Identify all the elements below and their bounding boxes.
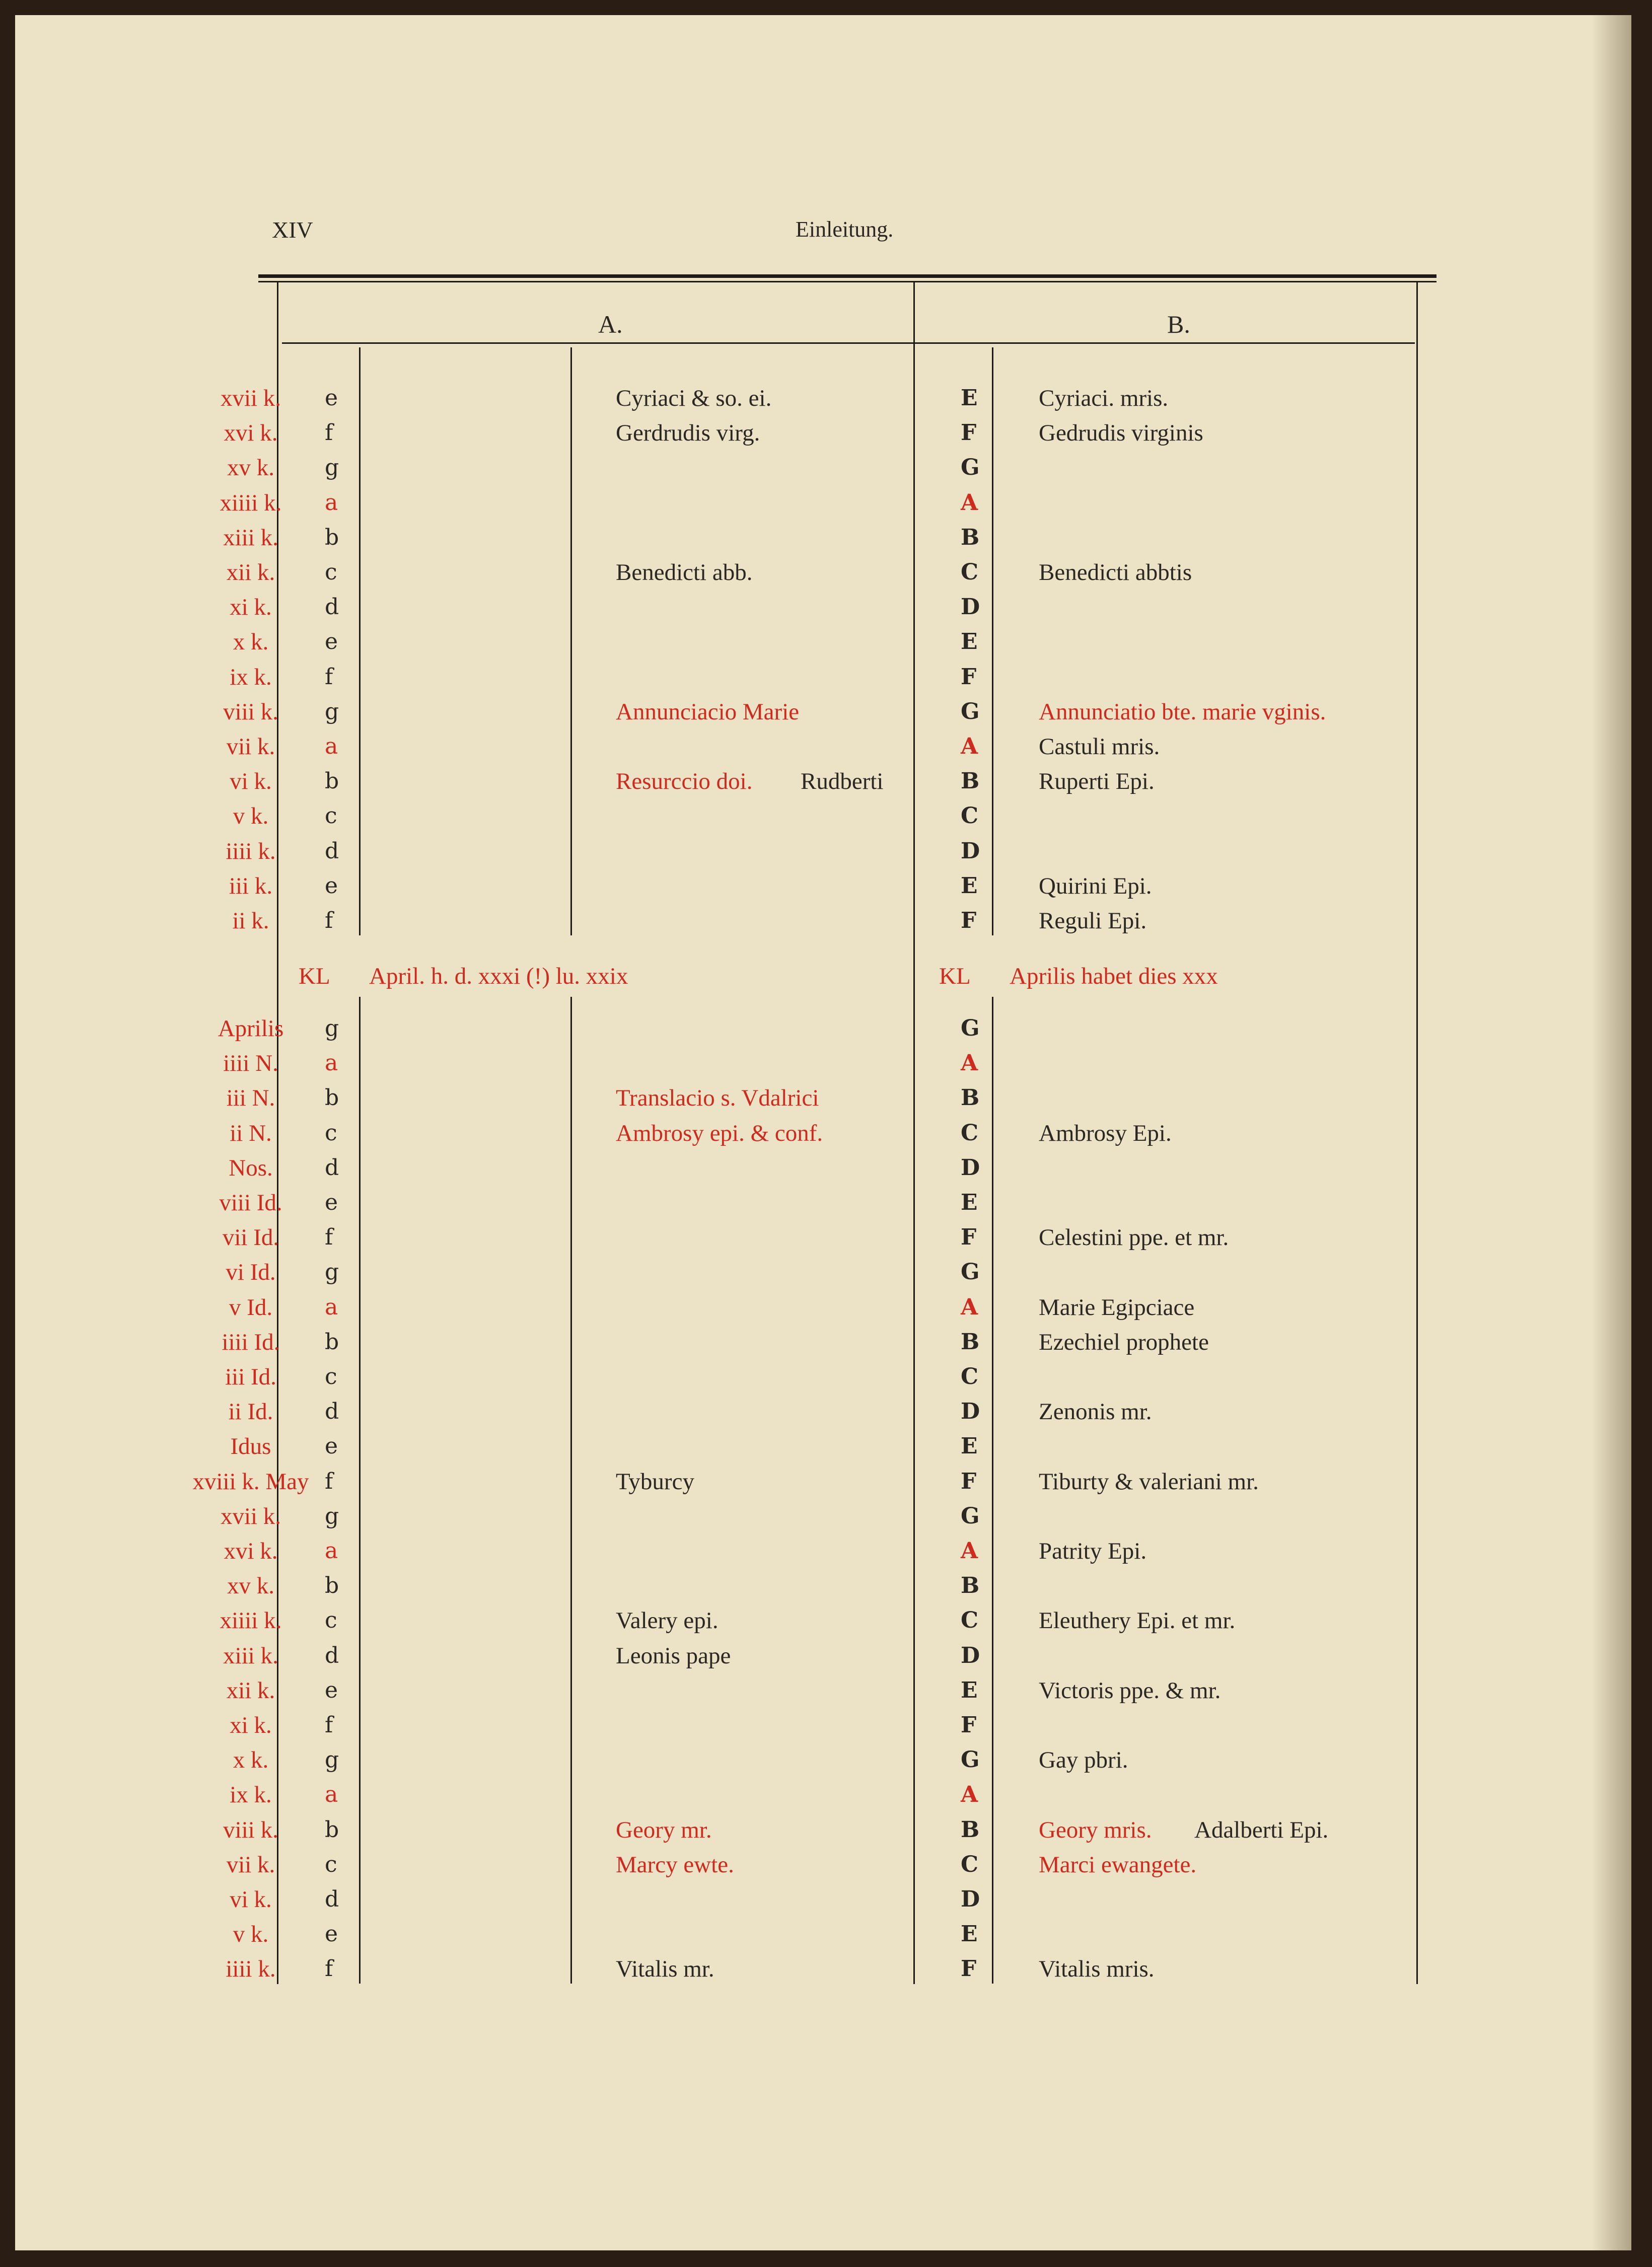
dominical-letter-b: F [961,908,977,933]
dominical-letter-a: a [325,1538,338,1564]
feast-entry-a: Gerdrudis virg. [616,420,760,447]
calendar-date: xiiii k. [220,1607,282,1634]
dominical-letter-b: B [961,768,980,794]
dominical-letter-a: d [325,594,339,620]
dominical-letter-b: B [961,1085,980,1111]
dominical-letter-b: C [961,1364,979,1390]
table-top-rule-thin [258,281,1436,282]
dominical-letter-b: F [961,664,977,690]
calendar-date: viii Id. [219,1190,282,1216]
running-title: Einleitung. [796,217,894,242]
feast-entry-a: Resurccio doi. [616,768,753,795]
dominical-letter-b: A [961,1050,978,1076]
feast-entry-a: Cyriaci & so. ei. [616,385,772,411]
dominical-letter-b: C [961,803,979,829]
feast-entry-a-secondary: Rudberti [801,768,884,795]
feast-entry-a: Ambrosy epi. & conf. [616,1120,823,1146]
dominical-letter-a: e [325,1190,338,1215]
dominical-letter-b: E [961,1190,978,1215]
calendar-date: iii k. [229,872,273,899]
dominical-letter-a: a [325,734,338,759]
calendar-date: iii Id. [225,1364,276,1390]
calendar-date: xvi k. [224,1538,278,1564]
calendar-date: iii N. [226,1085,275,1112]
table-center-divider [913,282,915,1984]
calendar-date: xvii k. [220,385,281,411]
calendar-date: xii k. [226,559,275,586]
dominical-letter-a: b [325,1085,339,1111]
dominical-letter-b: A [961,489,978,516]
calendar-date: vii k. [226,1851,275,1878]
calendar-date: vi k. [230,1886,272,1913]
feast-entry-a: Geory mr. [616,1816,712,1843]
feast-entry-b: Ezechiel prophete [1039,1329,1209,1355]
dominical-letter-b: E [961,1677,978,1703]
dominical-letter-b: E [961,629,978,655]
dominical-letter-a: f [325,1712,333,1738]
feast-entry-b: Castuli mris. [1039,734,1160,760]
calendar-date: v k. [233,1921,269,1948]
feast-entry-b: Cyriaci. mris. [1039,385,1169,411]
feast-entry-b: Ruperti Epi. [1039,768,1155,795]
dominical-letter-b: A [961,734,978,759]
dominical-letter-a: d [325,1154,339,1181]
dominical-letter-a: b [325,1816,339,1843]
dominical-letter-b: C [961,1120,979,1146]
dominical-letter-b: C [961,1851,979,1877]
calendar-date: xiiii k. [220,489,282,516]
page-shadow [1591,15,1631,2250]
feast-entry-a: Benedicti abb. [616,559,753,586]
column-a-heading: A. [598,310,623,338]
dominical-letter-a: d [325,1642,339,1668]
dominical-letter-b: D [961,838,980,864]
dominical-letter-a: a [325,1782,338,1808]
dominical-letter-b: G [961,1747,980,1773]
feast-entry-a: Vitalis mr. [616,1956,714,1983]
feast-entry-b-secondary: Adalberti Epi. [1194,1816,1329,1843]
calendar-date: viii k. [223,1816,278,1843]
feast-entry-b: Zenonis mr. [1039,1399,1152,1425]
dominical-letter-a: d [325,1399,339,1425]
calendar-date: xv k. [227,1573,274,1599]
feast-entry-b: Gedrudis virginis [1039,420,1203,447]
dominical-letter-b: B [961,524,980,550]
dominical-letter-b: F [961,1712,977,1738]
b-letter-divider [992,347,993,935]
calendar-date: xvi k. [224,420,278,447]
calendar-date: x k. [233,1747,269,1774]
feast-entry-a: Translacio s. Vdalrici [616,1085,819,1112]
dominical-letter-a: e [325,629,338,655]
calendar-date: xviii k. May [192,1468,309,1495]
calendar-date: v Id. [229,1294,273,1321]
feast-entry-b: Victoris ppe. & mr. [1039,1677,1221,1704]
dominical-letter-a: c [325,1851,337,1877]
feast-entry-b: Marci ewangete. [1039,1851,1197,1878]
dominical-letter-b: E [961,872,978,899]
dominical-letter-b: D [961,1886,980,1912]
b-letter-divider-2 [992,997,993,1984]
dominical-letter-a: f [325,908,333,933]
feast-entry-b: Annunciatio bte. marie vginis. [1039,698,1326,725]
dominical-letter-a: a [325,489,338,516]
dominical-letter-b: B [961,1573,980,1599]
feast-entry-b: Vitalis mris. [1039,1956,1155,1983]
dominical-letter-a: g [325,1747,339,1773]
calendar-date: xi k. [230,1712,272,1738]
dominical-letter-b: D [961,1154,980,1181]
feast-entry-b: Patrity Epi. [1039,1538,1147,1564]
kl-marker-a: KL [299,963,330,989]
dominical-letter-b: G [961,1015,980,1041]
dominical-letter-a: e [325,385,338,411]
dominical-letter-a: b [325,524,339,550]
calendar-date: vii Id. [222,1224,279,1251]
table-top-rule [258,274,1436,278]
dominical-letter-a: e [325,872,338,899]
dominical-letter-a: f [325,420,333,446]
dominical-letter-a: e [325,1677,338,1703]
a-entry-divider [570,347,572,935]
feast-entry-b: Reguli Epi. [1039,908,1147,934]
column-b-heading: B. [1167,310,1190,338]
dominical-letter-a: e [325,1433,338,1459]
dominical-letter-a: d [325,1886,339,1912]
dominical-letter-a: f [325,1468,333,1494]
dominical-letter-a: c [325,803,337,829]
table-right-border [1416,282,1418,1984]
dominical-letter-b: E [961,385,978,411]
dominical-letter-a: c [325,1120,337,1146]
calendar-date: xi k. [230,594,272,621]
calendar-date: v k. [233,803,269,830]
feast-entry-b: Tiburty & valeriani mr. [1039,1468,1259,1495]
feast-entry-a: Annunciacio Marie [616,698,800,725]
calendar-date: xii k. [226,1677,275,1704]
dominical-letter-a: c [325,1364,337,1390]
dominical-letter-a: a [325,1050,338,1076]
dominical-letter-b: B [961,1816,980,1843]
kl-marker-b: KL [939,963,971,989]
calendar-date: vi k. [230,768,272,795]
dominical-letter-a: f [325,664,333,690]
calendar-date: ii k. [232,908,269,934]
dominical-letter-a: b [325,1329,339,1355]
dominical-letter-b: A [961,1782,978,1808]
dominical-letter-a: g [325,698,339,724]
calendar-date: iiii k. [226,1956,276,1983]
feast-entry-b: Benedicti abbtis [1039,559,1192,586]
dominical-letter-b: F [961,1468,977,1494]
kl-heading-a [369,962,628,990]
dominical-letter-a: f [325,1956,333,1982]
calendar-date: ii N. [230,1120,272,1146]
feast-entry-b: Marie Egipciace [1039,1294,1195,1321]
kl-heading-a-text: April. h. d. xxxi (!) lu. xxix [369,963,628,989]
calendar-date: xvii k. [220,1503,281,1529]
dominical-letter-b: F [961,1224,977,1251]
dominical-letter-b: A [961,1294,978,1320]
dominical-letter-b: C [961,559,979,585]
header-underline [282,342,1415,344]
dominical-letter-a: b [325,1573,339,1599]
calendar-date: Aprilis [218,1015,284,1042]
dominical-letter-b: E [961,1433,978,1459]
feast-entry-b: Quirini Epi. [1039,872,1152,899]
dominical-letter-b: G [961,698,980,724]
dominical-letter-a: b [325,768,339,794]
dominical-letter-a: c [325,559,337,585]
calendar-date: Idus [230,1433,271,1460]
kl-heading-b: Aprilis habet dies xxx [1010,963,1218,989]
calendar-date: iiii Id. [222,1329,280,1355]
calendar-date: ii Id. [228,1399,273,1425]
dominical-letter-b: C [961,1607,979,1634]
dominical-letter-b: F [961,1956,977,1982]
feast-entry-a: Valery epi. [616,1607,719,1634]
dominical-letter-b: D [961,1642,980,1668]
calendar-date: iiii k. [226,838,276,864]
feast-entry-a: Marcy ewte. [616,1851,734,1878]
feast-entry-b: Eleuthery Epi. et mr. [1039,1607,1236,1634]
book-page [15,15,1631,2250]
dominical-letter-b: B [961,1329,980,1355]
page-number: XIV [272,217,313,243]
calendar-date: xiii k. [223,1642,278,1669]
calendar-date: iiii N. [223,1050,278,1077]
dominical-letter-b: F [961,420,977,446]
dominical-letter-a: c [325,1607,337,1634]
dominical-letter-b: G [961,455,980,481]
calendar-date: x k. [233,629,269,655]
dominical-letter-b: G [961,1503,980,1529]
dominical-letter-a: a [325,1294,338,1320]
feast-entry-b: Ambrosy Epi. [1039,1120,1172,1146]
calendar-date: ix k. [230,1782,272,1808]
a-entry-divider-2 [570,997,572,1984]
calendar-date: vii k. [226,734,275,760]
feast-entry-a: Tyburcy [616,1468,694,1495]
dominical-letter-b: A [961,1538,978,1564]
dominical-letter-a: g [325,1015,339,1041]
feast-entry-b: Gay pbri. [1039,1747,1128,1774]
feast-entry-b: Geory mris. [1039,1816,1152,1843]
dominical-letter-a: d [325,838,339,864]
calendar-date: viii k. [223,698,278,725]
dominical-letter-b: E [961,1921,978,1947]
dominical-letter-a: f [325,1224,333,1251]
dominical-letter-a: g [325,1259,339,1285]
dominical-letter-a: g [325,455,339,481]
feast-entry-b: Celestini ppe. et mr. [1039,1224,1229,1251]
dominical-letter-a: g [325,1503,339,1529]
calendar-date: Nos. [229,1154,273,1181]
dominical-letter-b: D [961,1399,980,1425]
dominical-letter-b: D [961,594,980,620]
dominical-letter-a: e [325,1921,338,1947]
dominical-letter-b: G [961,1259,980,1285]
calendar-date: xv k. [227,455,274,481]
calendar-date: xiii k. [223,524,278,551]
calendar-date: vi Id. [226,1259,276,1286]
feast-entry-a: Leonis pape [616,1642,731,1669]
calendar-date: ix k. [230,664,272,690]
